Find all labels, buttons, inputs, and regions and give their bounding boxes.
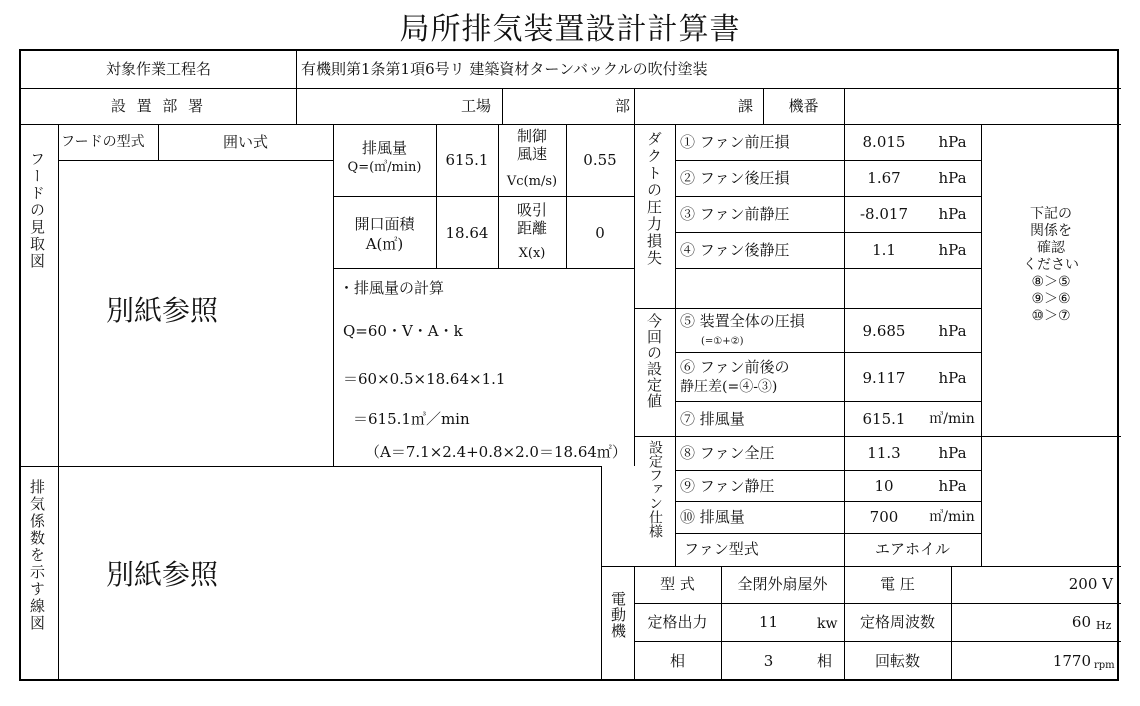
motor-type-value: 全閉外扇屋外 bbox=[737, 575, 828, 593]
coeff-side-label: 排気係数を示す線図 bbox=[28, 479, 46, 632]
motor-type-label: 型 式 bbox=[660, 575, 695, 593]
calc-line3: ＝615.1㎥／min bbox=[353, 410, 470, 428]
target-process-value: 有機則第1条第1項6号リ 建築資材ターンバックルの吹付塗装 bbox=[301, 60, 708, 78]
bu-label: 部 bbox=[615, 97, 631, 115]
item-unit: hPa bbox=[938, 169, 967, 187]
row-divider bbox=[58, 160, 333, 161]
rpm-value: 1770 bbox=[1052, 652, 1091, 670]
row-divider bbox=[675, 160, 981, 161]
duct-loss-group-label: ダクトの圧力損失 bbox=[645, 131, 663, 267]
control-velocity-unit: Vc(m/s) bbox=[506, 174, 558, 189]
item-label: ③ ファン前静圧 bbox=[680, 205, 790, 223]
area-value: 18.64 bbox=[445, 224, 489, 242]
phase-unit: 相 bbox=[817, 652, 833, 670]
fan-type-label: ファン型式 bbox=[684, 540, 759, 558]
machine-no-label: 機番 bbox=[788, 97, 819, 115]
item-unit: hPa bbox=[938, 241, 967, 259]
row-divider bbox=[634, 641, 1121, 642]
col-divider bbox=[634, 88, 635, 124]
rated-output-unit: kw bbox=[817, 616, 838, 632]
item-label: ⑥ ファン前後の bbox=[680, 358, 790, 376]
flow-unit: Q=(㎥/min) bbox=[347, 160, 422, 175]
rpm-unit: rpm bbox=[1094, 660, 1115, 671]
item-unit: ㎥/min bbox=[929, 509, 975, 525]
item-value: -8.017 bbox=[859, 205, 908, 223]
item-unit: ㎥/min bbox=[929, 411, 975, 427]
item-unit: hPa bbox=[938, 444, 967, 462]
control-velocity-label: 制御 風速 bbox=[516, 127, 547, 163]
area-unit: A(㎡) bbox=[365, 235, 404, 253]
calc-line1: Q=60・V・A・k bbox=[343, 322, 463, 340]
coeff-drawing-note: 別紙参照 bbox=[106, 558, 219, 591]
phase-label: 相 bbox=[669, 652, 685, 670]
row-divider bbox=[634, 603, 1121, 604]
item-label: ① ファン前圧損 bbox=[680, 133, 790, 151]
col-divider bbox=[844, 124, 845, 566]
row-divider bbox=[675, 501, 981, 502]
row-divider bbox=[675, 352, 981, 353]
flow-value: 615.1 bbox=[445, 151, 489, 169]
flow-label: 排風量 bbox=[361, 139, 407, 157]
suction-distance-label: 吸引 距離 bbox=[516, 201, 547, 237]
row-divider bbox=[601, 566, 1121, 567]
item-label: ② ファン後圧損 bbox=[680, 169, 790, 187]
factory-label: 工場 bbox=[461, 97, 492, 115]
suction-distance-unit: X(x) bbox=[518, 246, 546, 261]
hood-type-label: フードの型式 bbox=[61, 134, 145, 150]
col-divider bbox=[58, 124, 59, 681]
fan-spec-group-label: 設定ファン仕様 bbox=[647, 440, 663, 538]
row-divider bbox=[333, 268, 634, 269]
rated-frequency-label: 定格周波数 bbox=[859, 613, 935, 631]
target-process-label: 対象作業工程名 bbox=[105, 60, 211, 78]
col-divider bbox=[296, 51, 297, 124]
item-value: 700 bbox=[869, 508, 899, 526]
voltage-label: 電 圧 bbox=[880, 575, 915, 593]
setting-group-label: 今回の設定値 bbox=[645, 313, 663, 409]
item-value: 8.015 bbox=[862, 133, 906, 151]
row-divider bbox=[333, 196, 634, 197]
col-divider bbox=[634, 124, 635, 466]
hood-drawing-side-label: フードの見取図 bbox=[28, 151, 46, 270]
fan-type-value: エアホイル bbox=[874, 540, 950, 558]
col-divider bbox=[844, 88, 845, 124]
item-value: 11.3 bbox=[867, 444, 901, 462]
item-value: 1.1 bbox=[872, 241, 896, 259]
row-divider bbox=[675, 196, 981, 197]
rated-output-label: 定格出力 bbox=[647, 613, 708, 631]
row-divider bbox=[634, 308, 981, 309]
col-divider bbox=[675, 124, 676, 566]
col-divider bbox=[981, 124, 982, 566]
rated-output-value: 11 bbox=[758, 613, 779, 631]
item-unit: hPa bbox=[938, 205, 967, 223]
dept-label: 設 置 部 署 bbox=[110, 97, 207, 115]
area-label: 開口面積 bbox=[354, 215, 415, 233]
rpm-label: 回転数 bbox=[874, 652, 920, 670]
item-sub: (=①+②) bbox=[701, 336, 744, 347]
hood-drawing-note: 別紙参照 bbox=[106, 294, 219, 327]
page-title: 局所排気装置設計計算書 bbox=[399, 12, 741, 47]
row-divider bbox=[21, 124, 1121, 125]
row-divider bbox=[21, 88, 1121, 89]
calc-line4: （A＝7.1×2.4+0.8×2.0＝18.64㎡） bbox=[365, 443, 627, 461]
item-sub: 静圧差(=④-③) bbox=[680, 379, 778, 395]
ka-label: 課 bbox=[738, 97, 754, 115]
calc-heading: ・排風量の計算 bbox=[339, 279, 445, 297]
calculation-sheet bbox=[19, 49, 1119, 681]
item-unit: hPa bbox=[938, 477, 967, 495]
item-value: 9.685 bbox=[862, 322, 906, 340]
item-label: ④ ファン後静圧 bbox=[680, 241, 790, 259]
suction-distance-value: 0 bbox=[595, 224, 605, 242]
item-label: ⑩ 排風量 bbox=[680, 508, 745, 526]
item-value: 9.117 bbox=[862, 369, 906, 387]
row-divider bbox=[675, 268, 981, 269]
item-label: ⑤ 装置全体の圧損 bbox=[680, 312, 805, 330]
row-divider bbox=[675, 470, 981, 471]
row-divider bbox=[675, 533, 981, 534]
col-divider bbox=[601, 466, 602, 681]
hood-type-value: 囲い式 bbox=[222, 133, 268, 151]
phase-value: 3 bbox=[763, 652, 774, 670]
rated-frequency-value: 60 bbox=[1071, 613, 1091, 631]
item-unit: hPa bbox=[938, 322, 967, 340]
item-unit: hPa bbox=[938, 133, 967, 151]
item-value: 1.67 bbox=[867, 169, 901, 187]
motor-group-label: 電動機 bbox=[609, 591, 627, 639]
row-divider bbox=[634, 436, 1121, 437]
row-divider bbox=[21, 466, 601, 467]
rated-frequency-unit: Hz bbox=[1096, 619, 1112, 632]
item-label: ⑧ ファン全圧 bbox=[680, 444, 775, 462]
row-divider bbox=[675, 232, 981, 233]
item-value: 615.1 bbox=[862, 410, 906, 428]
item-label: ⑨ ファン静圧 bbox=[680, 477, 775, 495]
control-velocity-value: 0.55 bbox=[583, 151, 617, 169]
col-divider bbox=[502, 88, 503, 124]
item-label: ⑦ 排風量 bbox=[680, 410, 745, 428]
calc-line2: ＝60×0.5×18.64×1.1 bbox=[343, 370, 506, 388]
voltage-value: 200 V bbox=[1068, 575, 1113, 593]
check-note: 下記の 関係を 確認 ください ⑧＞⑤ ⑨＞⑥ ⑩＞⑦ bbox=[1023, 206, 1079, 324]
item-unit: hPa bbox=[938, 369, 967, 387]
row-divider bbox=[675, 401, 981, 402]
item-value: 10 bbox=[874, 477, 894, 495]
